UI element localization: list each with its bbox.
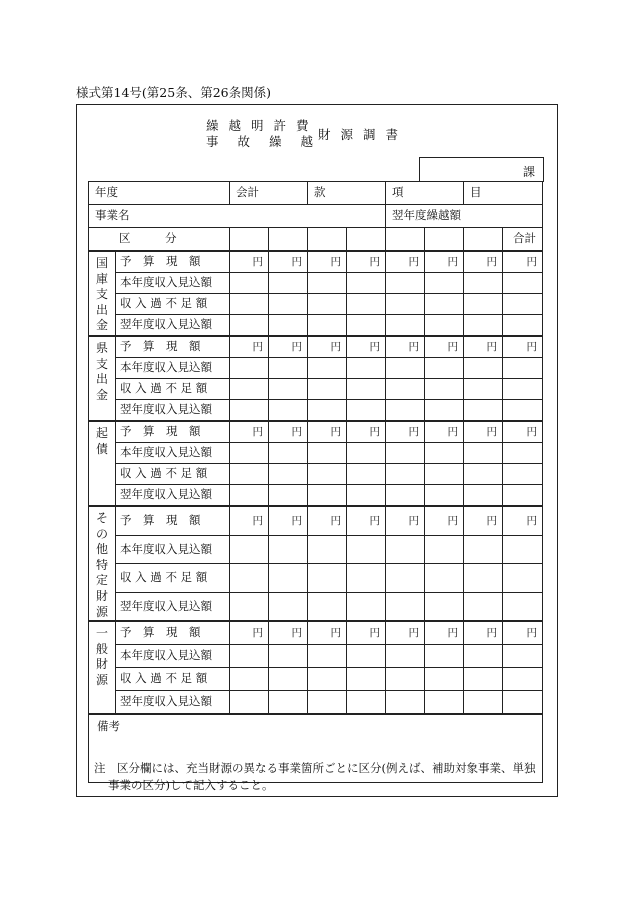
amount-cell[interactable] — [464, 645, 503, 668]
row-label: 本年度収入見込額 — [116, 443, 230, 464]
amount-cell[interactable] — [230, 315, 269, 337]
amount-cell[interactable]: 円 — [425, 621, 464, 645]
amount-cell[interactable] — [386, 668, 425, 691]
amount-cell[interactable] — [347, 379, 386, 400]
amount-cell[interactable] — [386, 379, 425, 400]
amount-cell[interactable] — [464, 379, 503, 400]
amount-cell[interactable]: 円 — [503, 336, 543, 358]
amount-cell[interactable] — [425, 535, 464, 563]
ka-box[interactable] — [419, 157, 544, 182]
amount-cell[interactable] — [230, 668, 269, 691]
amount-cell[interactable] — [386, 358, 425, 379]
footnote — [94, 760, 549, 795]
amount-cell[interactable] — [425, 464, 464, 485]
kubun-column-1[interactable] — [230, 228, 269, 252]
amount-cell[interactable] — [347, 443, 386, 464]
amount-cell[interactable] — [386, 564, 425, 592]
amount-cell[interactable] — [503, 400, 543, 422]
amount-cell[interactable] — [386, 443, 425, 464]
row-label: 予 算 現 額 — [116, 621, 230, 645]
amount-cell[interactable] — [503, 443, 543, 464]
amount-cell[interactable] — [269, 564, 308, 592]
amount-cell[interactable]: 円 — [464, 621, 503, 645]
amount-cell[interactable] — [308, 464, 347, 485]
row-label: 翌年度収入見込額 — [116, 315, 230, 337]
amount-cell[interactable] — [230, 379, 269, 400]
amount-cell[interactable]: 円 — [269, 336, 308, 358]
amount-cell[interactable] — [269, 294, 308, 315]
amount-cell[interactable]: 円 — [386, 251, 425, 273]
amount-cell[interactable] — [230, 485, 269, 507]
amount-cell[interactable] — [503, 358, 543, 379]
amount-cell[interactable] — [464, 400, 503, 422]
amount-cell[interactable] — [425, 645, 464, 668]
amount-cell[interactable]: 円 — [425, 506, 464, 535]
amount-cell[interactable]: 円 — [386, 506, 425, 535]
row-label: 収 入 過 不 足 額 — [116, 379, 230, 400]
amount-cell[interactable] — [425, 273, 464, 294]
amount-cell[interactable] — [503, 294, 543, 315]
amount-cell[interactable] — [425, 564, 464, 592]
amount-cell[interactable] — [347, 273, 386, 294]
amount-cell[interactable]: 円 — [347, 421, 386, 443]
amount-cell[interactable] — [308, 443, 347, 464]
row-label: 本年度収入見込額 — [116, 358, 230, 379]
amount-cell[interactable]: 円 — [230, 251, 269, 273]
amount-cell[interactable] — [386, 645, 425, 668]
amount-cell[interactable] — [503, 464, 543, 485]
amount-cell[interactable] — [425, 485, 464, 507]
amount-cell[interactable] — [269, 315, 308, 337]
amount-cell[interactable] — [230, 358, 269, 379]
amount-cell[interactable]: 円 — [425, 251, 464, 273]
kubun-column-2[interactable] — [269, 228, 308, 252]
amount-cell[interactable] — [464, 668, 503, 691]
header-ko-cell[interactable]: 項 — [386, 182, 464, 205]
amount-cell[interactable] — [503, 315, 543, 337]
amount-cell[interactable]: 円 — [347, 251, 386, 273]
amount-cell[interactable] — [230, 691, 269, 715]
amount-cell[interactable] — [308, 294, 347, 315]
amount-cell[interactable] — [503, 273, 543, 294]
amount-cell[interactable]: 円 — [230, 421, 269, 443]
row-label: 収 入 過 不 足 額 — [116, 294, 230, 315]
amount-cell[interactable] — [425, 379, 464, 400]
amount-cell[interactable]: 円 — [503, 506, 543, 535]
amount-cell[interactable] — [269, 691, 308, 715]
main-table — [88, 181, 543, 783]
amount-cell[interactable] — [503, 564, 543, 592]
title-jiko-kurikoshi: 事故繰越 — [206, 134, 333, 149]
amount-cell[interactable] — [503, 379, 543, 400]
amount-cell[interactable] — [386, 273, 425, 294]
amount-cell[interactable]: 円 — [464, 506, 503, 535]
amount-cell[interactable] — [269, 443, 308, 464]
amount-cell[interactable]: 円 — [464, 251, 503, 273]
row-label: 翌年度収入見込額 — [116, 691, 230, 715]
amount-cell[interactable] — [386, 315, 425, 337]
amount-cell[interactable] — [269, 379, 308, 400]
amount-cell[interactable] — [503, 691, 543, 715]
row-label: 予 算 現 額 — [116, 336, 230, 358]
amount-cell[interactable] — [386, 400, 425, 422]
amount-cell[interactable] — [386, 485, 425, 507]
amount-cell[interactable] — [269, 592, 308, 621]
amount-cell[interactable] — [464, 464, 503, 485]
amount-cell[interactable] — [308, 485, 347, 507]
amount-cell[interactable] — [386, 592, 425, 621]
amount-cell[interactable] — [308, 358, 347, 379]
kubun-column-3[interactable] — [308, 228, 347, 252]
row-label: 本年度収入見込額 — [116, 273, 230, 294]
amount-cell[interactable] — [386, 294, 425, 315]
amount-cell[interactable] — [308, 668, 347, 691]
amount-cell[interactable] — [425, 691, 464, 715]
amount-cell[interactable] — [386, 464, 425, 485]
amount-cell[interactable] — [269, 464, 308, 485]
amount-cell[interactable] — [464, 273, 503, 294]
amount-cell[interactable] — [386, 691, 425, 715]
kubun-column-5[interactable] — [386, 228, 425, 252]
amount-cell[interactable] — [308, 564, 347, 592]
amount-cell[interactable] — [503, 535, 543, 563]
kubun-column-4[interactable] — [347, 228, 386, 252]
amount-cell[interactable]: 円 — [347, 621, 386, 645]
amount-cell[interactable] — [464, 358, 503, 379]
amount-cell[interactable] — [347, 668, 386, 691]
amount-cell[interactable] — [347, 358, 386, 379]
amount-cell[interactable]: 円 — [503, 621, 543, 645]
amount-cell[interactable] — [230, 443, 269, 464]
amount-cell[interactable] — [347, 691, 386, 715]
kubun-column-6[interactable] — [425, 228, 464, 252]
amount-cell[interactable] — [425, 443, 464, 464]
amount-cell[interactable] — [425, 294, 464, 315]
amount-cell[interactable] — [230, 592, 269, 621]
amount-cell[interactable]: 円 — [230, 506, 269, 535]
amount-cell[interactable] — [464, 564, 503, 592]
amount-cell[interactable] — [503, 645, 543, 668]
row-label: 予 算 現 額 — [116, 251, 230, 273]
category-ken: 県 支 出 金 — [89, 336, 116, 421]
amount-cell[interactable] — [425, 592, 464, 621]
amount-cell[interactable]: 円 — [308, 621, 347, 645]
amount-cell[interactable] — [347, 294, 386, 315]
row-label: 本年度収入見込額 — [116, 645, 230, 668]
row-label: 翌年度収入見込額 — [116, 400, 230, 422]
amount-cell[interactable] — [464, 443, 503, 464]
amount-cell[interactable]: 円 — [269, 421, 308, 443]
amount-cell[interactable] — [269, 535, 308, 563]
row-label: 翌年度収入見込額 — [116, 485, 230, 507]
amount-cell[interactable] — [347, 464, 386, 485]
amount-cell[interactable]: 円 — [308, 506, 347, 535]
total-header: 合計 — [503, 228, 543, 252]
row-label: 収 入 過 不 足 額 — [116, 564, 230, 592]
title-kurikoshi-meikyohi: 繰越明許費 — [206, 118, 319, 133]
row-label: 本年度収入見込額 — [116, 535, 230, 563]
amount-cell[interactable] — [347, 400, 386, 422]
amount-cell[interactable]: 円 — [386, 336, 425, 358]
header-kaikei-cell[interactable]: 会計 — [230, 182, 308, 205]
amount-cell[interactable] — [269, 273, 308, 294]
kubun-column-7[interactable] — [464, 228, 503, 252]
amount-cell[interactable]: 円 — [347, 336, 386, 358]
amount-cell[interactable] — [464, 691, 503, 715]
row-label: 収 入 過 不 足 額 — [116, 464, 230, 485]
header-moku-cell[interactable]: 目 — [464, 182, 543, 205]
next-year-carryover-cell[interactable]: 翌年度繰越額 — [386, 205, 543, 228]
header-nendo-cell[interactable]: 年度 — [89, 182, 230, 205]
amount-cell[interactable] — [503, 485, 543, 507]
amount-cell[interactable] — [308, 691, 347, 715]
amount-cell[interactable] — [308, 315, 347, 337]
title-zaigen-chosho: 財源調書 — [318, 127, 409, 142]
footnote-line2: 事業の区分)して記入すること。 — [108, 778, 274, 793]
amount-cell[interactable] — [230, 464, 269, 485]
amount-cell[interactable]: 円 — [503, 421, 543, 443]
amount-cell[interactable] — [308, 535, 347, 563]
form-number: 様式第14号(第25条、第26条関係) — [76, 85, 271, 100]
amount-cell[interactable] — [347, 535, 386, 563]
amount-cell[interactable]: 円 — [386, 421, 425, 443]
amount-cell[interactable] — [269, 668, 308, 691]
amount-cell[interactable]: 円 — [269, 621, 308, 645]
footnote-line1: 注 区分欄には、充当財源の異なる事業箇所ごとに区分(例えば、補助対象事業、単独 — [94, 761, 536, 775]
amount-cell[interactable] — [308, 379, 347, 400]
amount-cell[interactable] — [425, 400, 464, 422]
amount-cell[interactable] — [464, 485, 503, 507]
amount-cell[interactable]: 円 — [425, 336, 464, 358]
amount-cell[interactable]: 円 — [269, 506, 308, 535]
amount-cell[interactable] — [308, 645, 347, 668]
amount-cell[interactable]: 円 — [308, 421, 347, 443]
biko-notes[interactable]: 備考 — [89, 714, 543, 783]
amount-cell[interactable]: 円 — [386, 621, 425, 645]
amount-cell[interactable] — [464, 294, 503, 315]
category-sonota: そ の 他 特 定 財 源 — [89, 506, 116, 621]
row-label: 予 算 現 額 — [116, 506, 230, 535]
amount-cell[interactable] — [230, 273, 269, 294]
row-label: 翌年度収入見込額 — [116, 592, 230, 621]
header-kan-cell[interactable]: 款 — [308, 182, 386, 205]
amount-cell[interactable] — [464, 535, 503, 563]
amount-cell[interactable]: 円 — [308, 336, 347, 358]
amount-cell[interactable] — [269, 645, 308, 668]
amount-cell[interactable] — [269, 400, 308, 422]
jigyo-name-cell[interactable]: 事業名 — [89, 205, 386, 228]
amount-cell[interactable] — [503, 668, 543, 691]
amount-cell[interactable] — [386, 535, 425, 563]
amount-cell[interactable]: 円 — [464, 336, 503, 358]
amount-cell[interactable] — [347, 315, 386, 337]
amount-cell[interactable] — [308, 273, 347, 294]
amount-cell[interactable] — [308, 400, 347, 422]
category-kokko: 国 庫 支 出 金 — [89, 251, 116, 336]
amount-cell[interactable]: 円 — [425, 421, 464, 443]
amount-cell[interactable]: 円 — [347, 506, 386, 535]
kubun-header: 区 分 — [89, 228, 230, 252]
amount-cell[interactable] — [425, 668, 464, 691]
amount-cell[interactable] — [230, 535, 269, 563]
amount-cell[interactable] — [347, 592, 386, 621]
row-label: 収 入 過 不 足 額 — [116, 668, 230, 691]
category-ippan: 一 般 財 源 — [89, 621, 116, 714]
amount-cell[interactable]: 円 — [464, 421, 503, 443]
amount-cell[interactable]: 円 — [503, 251, 543, 273]
amount-cell[interactable] — [347, 645, 386, 668]
amount-cell[interactable] — [425, 315, 464, 337]
amount-cell[interactable]: 円 — [230, 336, 269, 358]
row-label: 予 算 現 額 — [116, 421, 230, 443]
amount-cell[interactable] — [503, 592, 543, 621]
amount-cell[interactable] — [347, 485, 386, 507]
ka-label: 課 — [522, 165, 535, 179]
amount-cell[interactable] — [269, 485, 308, 507]
amount-cell[interactable] — [464, 592, 503, 621]
amount-cell[interactable] — [464, 315, 503, 337]
amount-cell[interactable]: 円 — [308, 251, 347, 273]
amount-cell[interactable] — [230, 400, 269, 422]
amount-cell[interactable] — [230, 294, 269, 315]
category-kisai: 起 債 — [89, 421, 116, 506]
amount-cell[interactable] — [308, 592, 347, 621]
amount-cell[interactable] — [347, 564, 386, 592]
amount-cell[interactable] — [425, 358, 464, 379]
amount-cell[interactable] — [230, 564, 269, 592]
amount-cell[interactable]: 円 — [230, 621, 269, 645]
amount-cell[interactable]: 円 — [269, 251, 308, 273]
amount-cell[interactable] — [269, 358, 308, 379]
amount-cell[interactable] — [230, 645, 269, 668]
